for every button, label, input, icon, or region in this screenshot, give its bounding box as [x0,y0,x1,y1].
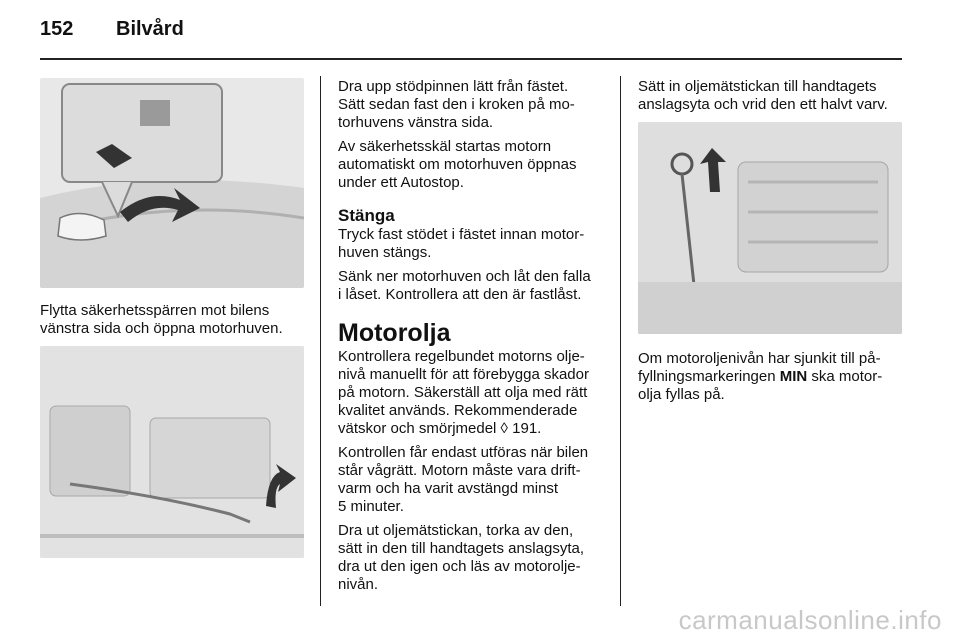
section-title: Bilvård [116,18,184,40]
hood-release-illustration [40,78,304,288]
oil-heading: Motorolja [338,319,451,347]
min-marker-label: MIN [779,368,808,385]
close-heading: Stänga [338,206,395,225]
column-divider-2 [620,76,621,606]
column-3-level-text: Om motoroljenivån har sjunkit till på- fyllningsmarkeringen MIN ska motor- olja fyllas på. [638,350,883,403]
header-rule [40,58,902,60]
column-3-intro: Sätt in oljemätstickan till handtagets anslagsyta och vrid den ett halvt varv. [638,78,888,113]
page-header [40,18,902,58]
hood-open-caption: Flytta säkerhetsspärren mot bilens vänstra sida och öppna motorhuven. [40,302,283,337]
engine-bay-dipstick-illustration [40,346,304,558]
column-divider-1 [320,76,321,606]
page-number: 152 [40,18,74,40]
column-2-text: Dra upp stödpinnen lätt från fästet. Sätt sedan fast den i kroken på mo- torhuvens vänstra sida. Av säkerhetsskäl startas motorn automatiskt om motorhuven öppnas under ett Autostop. Stänga Tryck fast stödet i fästet innan motor- huven stängs. Sänk ner motorhuven och låt den falla i låset. Kontrollera att den är fastlåst. Motorolja Kontrollera regelbundet motorns olje- nivå manuellt för att förebygga skador på motorn. Säkerställ att olja med rätt kvalitet används. Rekommenderade vätskor och smörjmedel ◊ 191. Kontrollen får endast utföras när bilen står vågrätt. Motorn måste vara drift- varm och ha varit avstängd minst 5 minuter. Dra ut oljemätstickan, torka av den, sätt in den till handtagets anslagsyta, dra ut den igen och läs av motorolje- nivån. [338,78,602,594]
watermark: carmanualsonline.info [678,605,942,635]
dipstick-insertion-illustration [638,122,902,334]
